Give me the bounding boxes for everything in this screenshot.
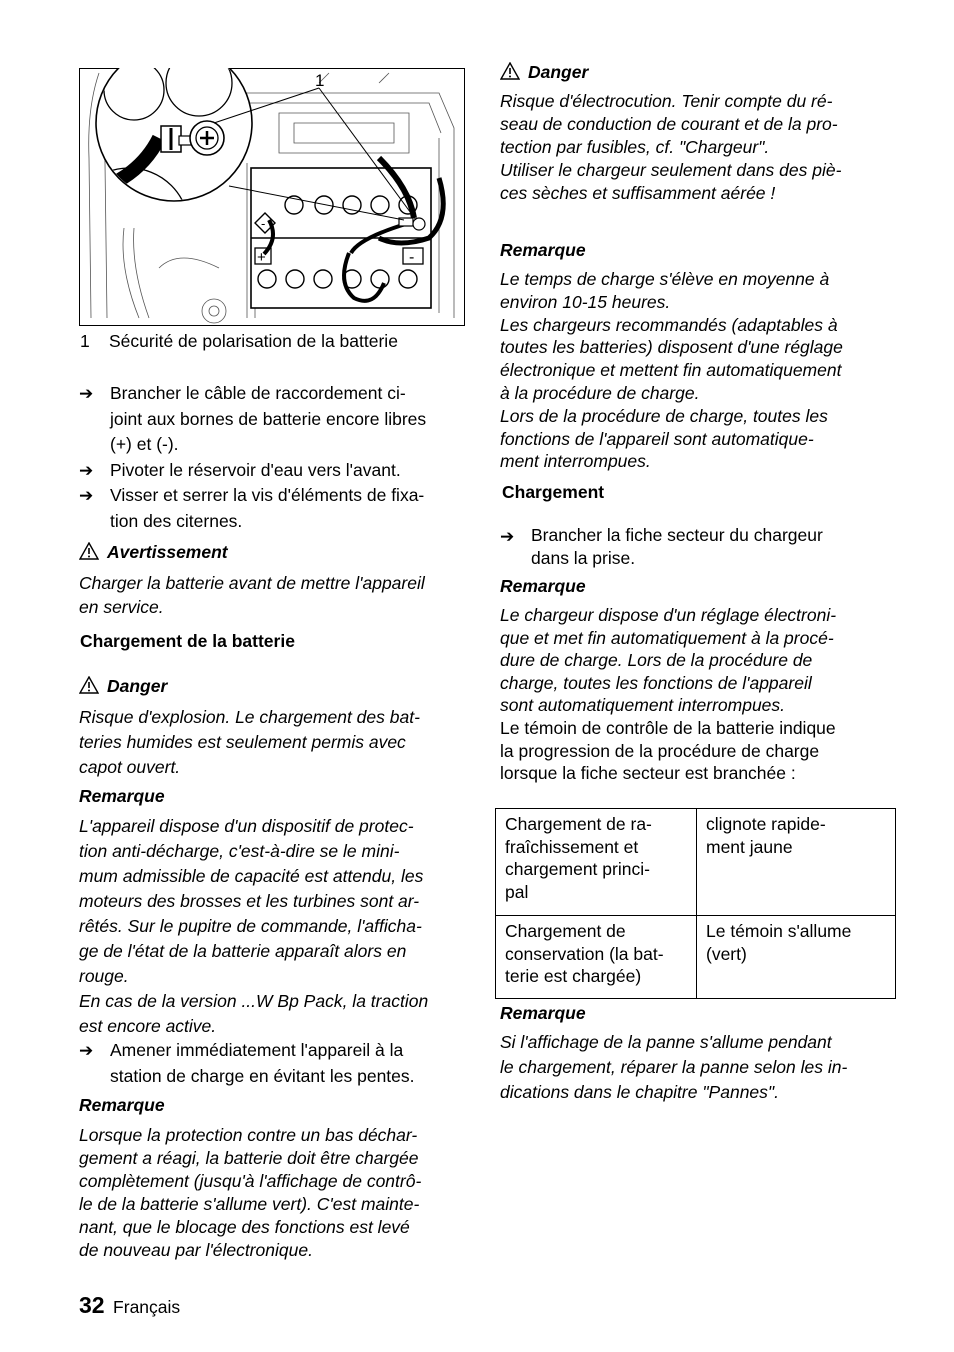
battery-figure bbox=[79, 68, 465, 326]
remark-text: Si l'affichage de la panne s'allume pendant le chargement, réparer la panne selon les in- dications dans le chapitre "Pannes". bbox=[500, 1032, 848, 1102]
table-row bbox=[496, 916, 896, 999]
remark-heading: Remarque bbox=[500, 1003, 586, 1023]
minus-symbol: - bbox=[409, 249, 415, 266]
danger-title: Danger bbox=[107, 676, 168, 696]
arrow-right-icon: ➔ bbox=[500, 527, 515, 546]
danger-title: Danger bbox=[528, 62, 589, 82]
indicator-intro-text: Le témoin de contrôle de la batterie indique la progression de la procédure de charge lorsque la fiche secteur est branchée : bbox=[500, 718, 836, 783]
danger-heading-left bbox=[79, 675, 167, 698]
step-item bbox=[500, 524, 900, 570]
section-title-charging: Chargement bbox=[502, 482, 605, 502]
battery-illustration bbox=[79, 68, 465, 326]
step-text: Brancher le câble de raccordement ci- joint aux bornes de batterie encore libres (+) et (-). bbox=[110, 383, 427, 454]
table-cell-indicator: clignote rapide- ment jaune bbox=[697, 809, 896, 916]
step-text: Amener immédiatement l'appareil à la station de charge en évitant les pentes. bbox=[110, 1040, 415, 1086]
page-number: 32 bbox=[79, 1292, 105, 1318]
remark-heading: Remarque bbox=[500, 240, 586, 260]
figure-caption-number: 1 bbox=[80, 331, 90, 351]
warning-text: Charger la batterie avant de mettre l'appareil en service. bbox=[79, 573, 425, 617]
table-cell-indicator: Le témoin s'allume (vert) bbox=[697, 916, 896, 999]
footer-language: Français bbox=[113, 1297, 181, 1317]
arrow-right-icon: ➔ bbox=[79, 384, 94, 403]
section-title-battery-charging: Chargement de la batterie bbox=[80, 631, 295, 651]
page-footer bbox=[79, 1292, 180, 1319]
remark-heading: Remarque bbox=[79, 786, 165, 806]
step-item bbox=[79, 1038, 479, 1089]
step-text: Visser et serrer la vis d'éléments de fixa- tion des citernes. bbox=[110, 485, 425, 531]
warning-triangle-icon bbox=[500, 62, 520, 80]
danger-text-right: Risque d'électrocution. Tenir compte du ré- seau de conduction de courant et de la pro- tection par fusibles, cf. "Chargeur". Utiliser le chargeur seulement dans des piè- ces sèches et suffisamment aérée ! bbox=[500, 91, 842, 203]
left-steps-1 bbox=[79, 381, 479, 534]
charging-indicator-table bbox=[495, 808, 896, 999]
arrow-right-icon: ➔ bbox=[79, 460, 94, 480]
warning-heading bbox=[79, 541, 228, 564]
arrow-right-icon: ➔ bbox=[79, 1041, 94, 1060]
step-text: Pivoter le réservoir d'eau vers l'avant. bbox=[110, 459, 401, 480]
warning-triangle-icon bbox=[79, 676, 99, 694]
diamond-minus-symbol: - bbox=[261, 216, 266, 231]
warning-triangle-icon bbox=[79, 542, 99, 560]
table-cell-state: Chargement de ra- fraîchissement et chargement princi- pal bbox=[496, 809, 697, 916]
remark-text: L'appareil dispose d'un dispositif de protec- tion anti-décharge, c'est-à-dire se le mini- mum admissible de capacité est attendu, les moteurs des brosses et les turbines sont ar- rêtés. Sur le pupitre de commande, l'afficha- ge de l'état de la batterie apparaît alors en rouge. En cas de la version ...W Bp Pack, la traction est encore active. bbox=[79, 816, 429, 1036]
step-text: Brancher la fiche secteur du chargeur dans la prise. bbox=[531, 525, 823, 568]
arrow-right-icon: ➔ bbox=[79, 486, 94, 505]
plus-symbol: + bbox=[257, 249, 266, 266]
left-step-2 bbox=[79, 1038, 479, 1089]
figure-callout-1: 1 bbox=[315, 71, 325, 90]
table-cell-state: Chargement de conservation (la bat- terie est chargée) bbox=[496, 916, 697, 999]
remark-text: Le temps de charge s'élève en moyenne à environ 10-15 heures. Les chargeurs recommandés (adaptables à toutes les batteries) disposent d'une réglage électronique et mettent fin automatiquement à la procédure de charge. Lors de la procédure de charge, toutes les fonctions de l'appareil sont automatique- ment interrompues. bbox=[500, 269, 843, 472]
step-item bbox=[79, 483, 479, 534]
remark-text: Lorsque la protection contre un bas déchar- gement a réagi, la batterie doit être chargée complètement (jusqu'à l'affichage de contrô- le de la batterie s'allume vert). C'est mainte- nant, que le blocage des fonctions est levé de nouveau par l'électronique. bbox=[79, 1125, 422, 1260]
step-item bbox=[79, 381, 479, 458]
table-row bbox=[496, 809, 896, 916]
figure-caption-text: Sécurité de polarisation de la batterie bbox=[109, 331, 398, 351]
remark-text: Le chargeur dispose d'un réglage électroni- que et met fin automatiquement à la procé- dure de charge. Lors de la procédure de charge, toutes les fonctions de l'appareil sont automatiquement interrompues. bbox=[500, 605, 837, 715]
step-item bbox=[79, 458, 479, 484]
danger-text-left: Risque d'explosion. Le chargement des bat- teries humides est seulement permis avec capot ouvert. bbox=[79, 707, 420, 777]
right-step bbox=[500, 524, 900, 570]
remark-heading: Remarque bbox=[79, 1095, 165, 1115]
remark-heading: Remarque bbox=[500, 576, 586, 596]
warning-title: Avertissement bbox=[107, 542, 228, 562]
danger-heading-right bbox=[500, 61, 588, 84]
